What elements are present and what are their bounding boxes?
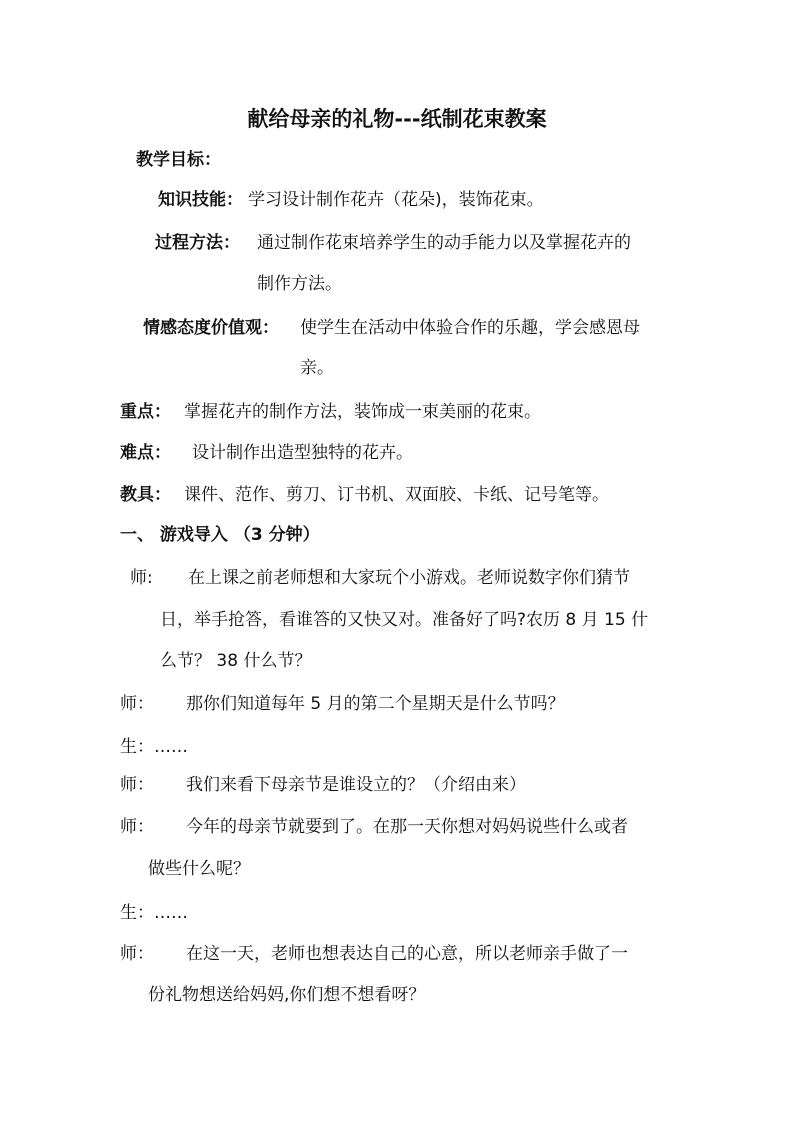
dialogue-line: 份礼物想送给妈妈,你们想不想看呀？ (148, 985, 426, 1005)
knowledge-label: 知识技能： (158, 190, 243, 210)
section-heading-game-intro: 一、 游戏导入 （3 分钟） (120, 525, 320, 545)
tools-label: 教具： (120, 485, 171, 505)
process-text-line-2: 制作方法。 (257, 274, 342, 294)
dialogue-speaker: 师： (120, 944, 154, 964)
difficulty-text: 设计制作出造型独特的花卉。 (192, 443, 413, 463)
process-text-line-1: 通过制作花束培养学生的动手能力以及掌握花卉的 (257, 233, 631, 253)
dialogue-speaker: 师: (130, 568, 153, 588)
key-point-label: 重点： (120, 402, 171, 422)
document-title: 献给母亲的礼物---纸制花束教案 (247, 107, 547, 131)
emotion-text-line-1: 使学生在活动中体验合作的乐趣，学会感恩母 (300, 318, 640, 338)
dialogue-speaker: 生：…… (120, 903, 188, 923)
dialogue-line: 在上课之前老师想和大家玩个小游戏。老师说数字你们猜节 (188, 568, 630, 588)
dialogue-line: 今年的母亲节就要到了。在那一天你想对妈妈说些什么或者 (186, 817, 628, 837)
key-point-text: 掌握花卉的制作方法，装饰成一束美丽的花束。 (184, 402, 541, 422)
knowledge-text: 学习设计制作花卉（花朵)，装饰花束。 (248, 190, 544, 210)
dialogue-line: 日，举手抢答，看谁答的又快又对。准备好了吗?农历 8 月 15 什 (160, 610, 649, 630)
emotion-label: 情感态度价值观： (143, 318, 279, 338)
tools-text: 课件、范作、剪刀、订书机、双面胶、卡纸、记号笔等。 (184, 485, 609, 505)
dialogue-line: 那你们知道每年 5 月的第二个星期天是什么节吗？ (186, 694, 565, 714)
dialogue-line: 做些什么呢？ (148, 859, 250, 879)
dialogue-speaker: 师： (120, 694, 154, 714)
dialogue-speaker: 师： (120, 775, 154, 795)
difficulty-label: 难点： (120, 443, 171, 463)
dialogue-speaker: 生：…… (120, 737, 188, 757)
emotion-text-line-2: 亲。 (300, 358, 334, 378)
dialogue-line: 么节？ 38 什么节？ (160, 651, 312, 671)
dialogue-line: 在这一天，老师也想表达自己的心意，所以老师亲手做了一 (186, 944, 628, 964)
dialogue-speaker: 师： (120, 817, 154, 837)
dialogue-line: 我们来看下母亲节是谁设立的？（介绍由来） (186, 775, 526, 795)
process-label: 过程方法： (155, 233, 240, 253)
objectives-heading: 教学目标： (136, 150, 221, 170)
